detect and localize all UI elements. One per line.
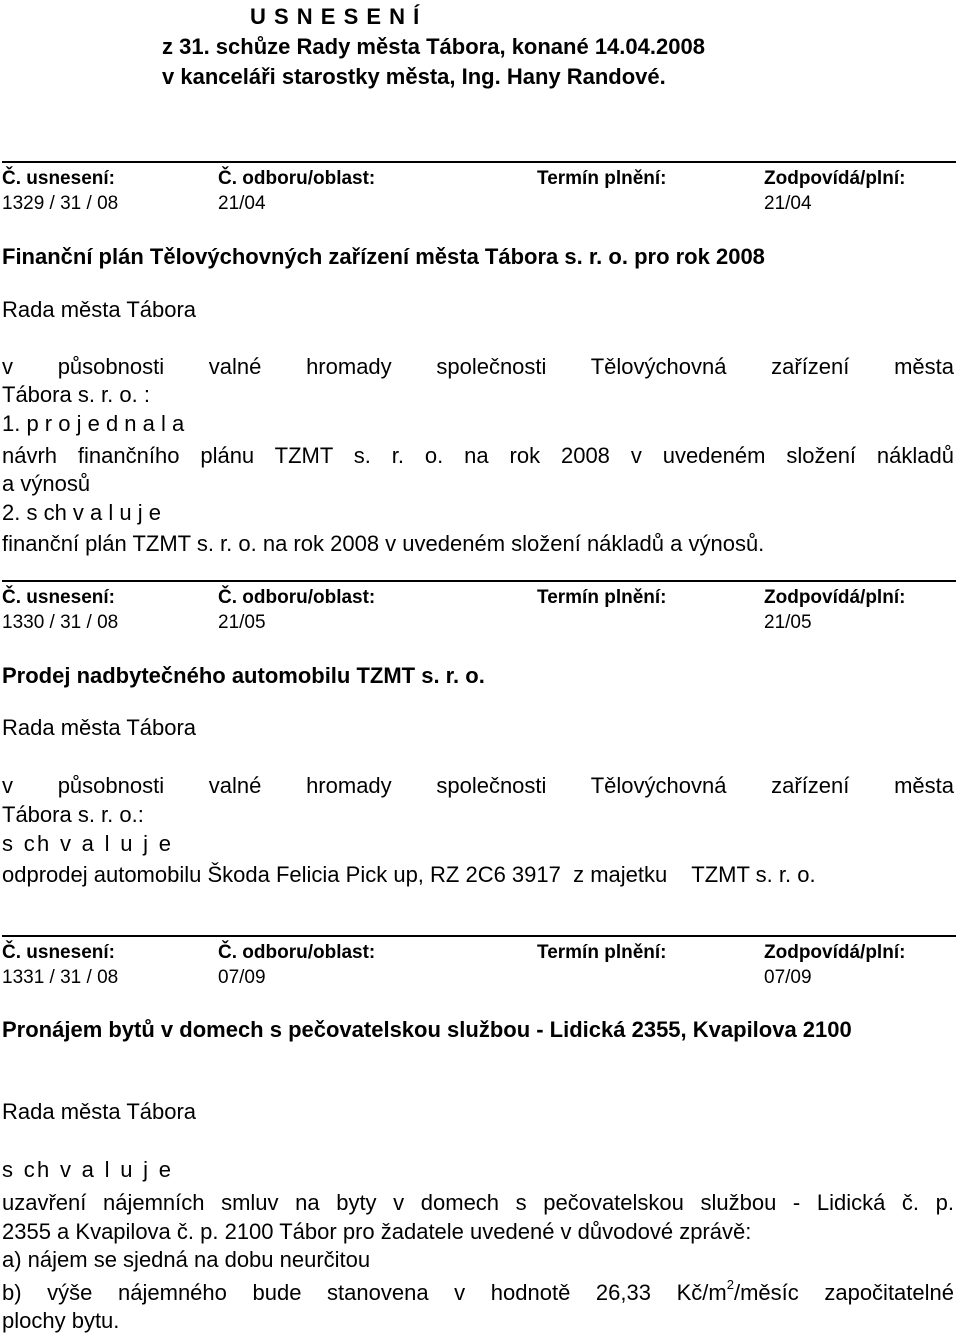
resolution-body: Rada města Tábora [2,297,197,322]
number-label: Č. usnesení: [2,587,115,608]
responsible-label: Zodpovídá/plní: [764,942,906,963]
title-line-2: z 31. schůze Rady města Tábora, konané 14.04.2008 [162,34,705,59]
number-label: Č. usnesení: [2,942,115,963]
item-2-text: finanční plán TZMT s. r. o. na rok 2008 v uvedeném složení nákladů a výnosů. [2,531,765,556]
department-label: Č. odboru/oblast: [218,942,376,963]
capacity-line-end: Tábora s. r. o. : [2,382,150,407]
resolution-number: 1331 / 31 / 08 [2,967,119,988]
department-value: 07/09 [218,967,266,988]
department-value: 21/04 [218,193,266,214]
responsible-value: 07/09 [764,967,812,988]
resolution-body: Rada města Tábora [2,1099,197,1124]
responsible-label: Zodpovídá/plní: [764,168,906,189]
responsible-label: Zodpovídá/plní: [764,587,906,608]
verb-approves: s ch v a l u j e [2,1157,174,1182]
deadline-label: Termín plnění: [537,942,667,963]
capacity-line-end: Tábora s. r. o.: [2,802,144,827]
resolution-number: 1329 / 31 / 08 [2,193,119,214]
resolution-body: Rada města Tábora [2,715,197,740]
responsible-value: 21/05 [764,612,812,633]
condition-b-text-end: /měsíc započitatelné [733,1280,954,1305]
title-line-1: U S N E S E N Í [250,4,421,29]
resolution-meta [0,942,960,998]
capacity-line: v působnosti valné hromady společnosti Tělovýchovná zařízení města [2,354,954,379]
condition-b-text: b) výše nájemného bude stanovena v hodnotě 26,33 Kč/m [2,1280,727,1305]
number-label: Č. usnesení: [2,168,115,189]
item-2-verb: 2. s ch v a l u j e [2,500,161,525]
resolution-text: odprodej automobilu Škoda Felicia Pick up, RZ 2C6 3917 z majetku TZMT s. r. o. [2,862,816,887]
square-exponent: 2 [726,1277,734,1292]
resolution-number: 1330 / 31 / 08 [2,612,119,633]
resolution-text-line-2: 2355 a Kvapilova č. p. 2100 Tábor pro žadatele uvedené v důvodové zprávě: [2,1219,752,1244]
resolution-text: uzavření nájemních smluv na byty v domech s pečovatelskou službou - Lidická č. p. [2,1190,954,1215]
department-label: Č. odboru/oblast: [218,168,376,189]
resolution-heading: Pronájem bytů v domech s pečovatelskou službou - Lidická 2355, Kvapilova 2100 [2,1017,852,1042]
resolution-meta [0,587,960,643]
section-divider [2,580,956,582]
resolution-heading: Prodej nadbytečného automobilu TZMT s. r. o. [2,663,485,688]
condition-a: a) nájem se sjedná na dobu neurčitou [2,1247,371,1272]
department-value: 21/05 [218,612,266,633]
resolution-meta [0,168,960,224]
item-1-verb: 1. p r o j e d n a l a [2,411,185,436]
deadline-label: Termín plnění: [537,168,667,189]
resolution-heading: Finanční plán Tělovýchovných zařízení města Tábora s. r. o. pro rok 2008 [2,244,765,269]
item-1-text: návrh finančního plánu TZMT s. r. o. na rok 2008 v uvedeném složení nákladů [2,443,954,468]
condition-b-end: plochy bytu. [2,1308,120,1333]
section-divider [2,161,956,163]
department-label: Č. odboru/oblast: [218,587,376,608]
capacity-line: v působnosti valné hromady společnosti Tělovýchovná zařízení města [2,773,954,798]
title-line-3: v kanceláři starostky města, Ing. Hany Randové. [162,64,666,89]
item-1-text-end: a výnosů [2,471,91,496]
section-divider [2,935,956,937]
verb-approves: s ch v a l u j e [2,831,174,856]
responsible-value: 21/04 [764,193,812,214]
condition-b [2,1279,954,1307]
deadline-label: Termín plnění: [537,587,667,608]
